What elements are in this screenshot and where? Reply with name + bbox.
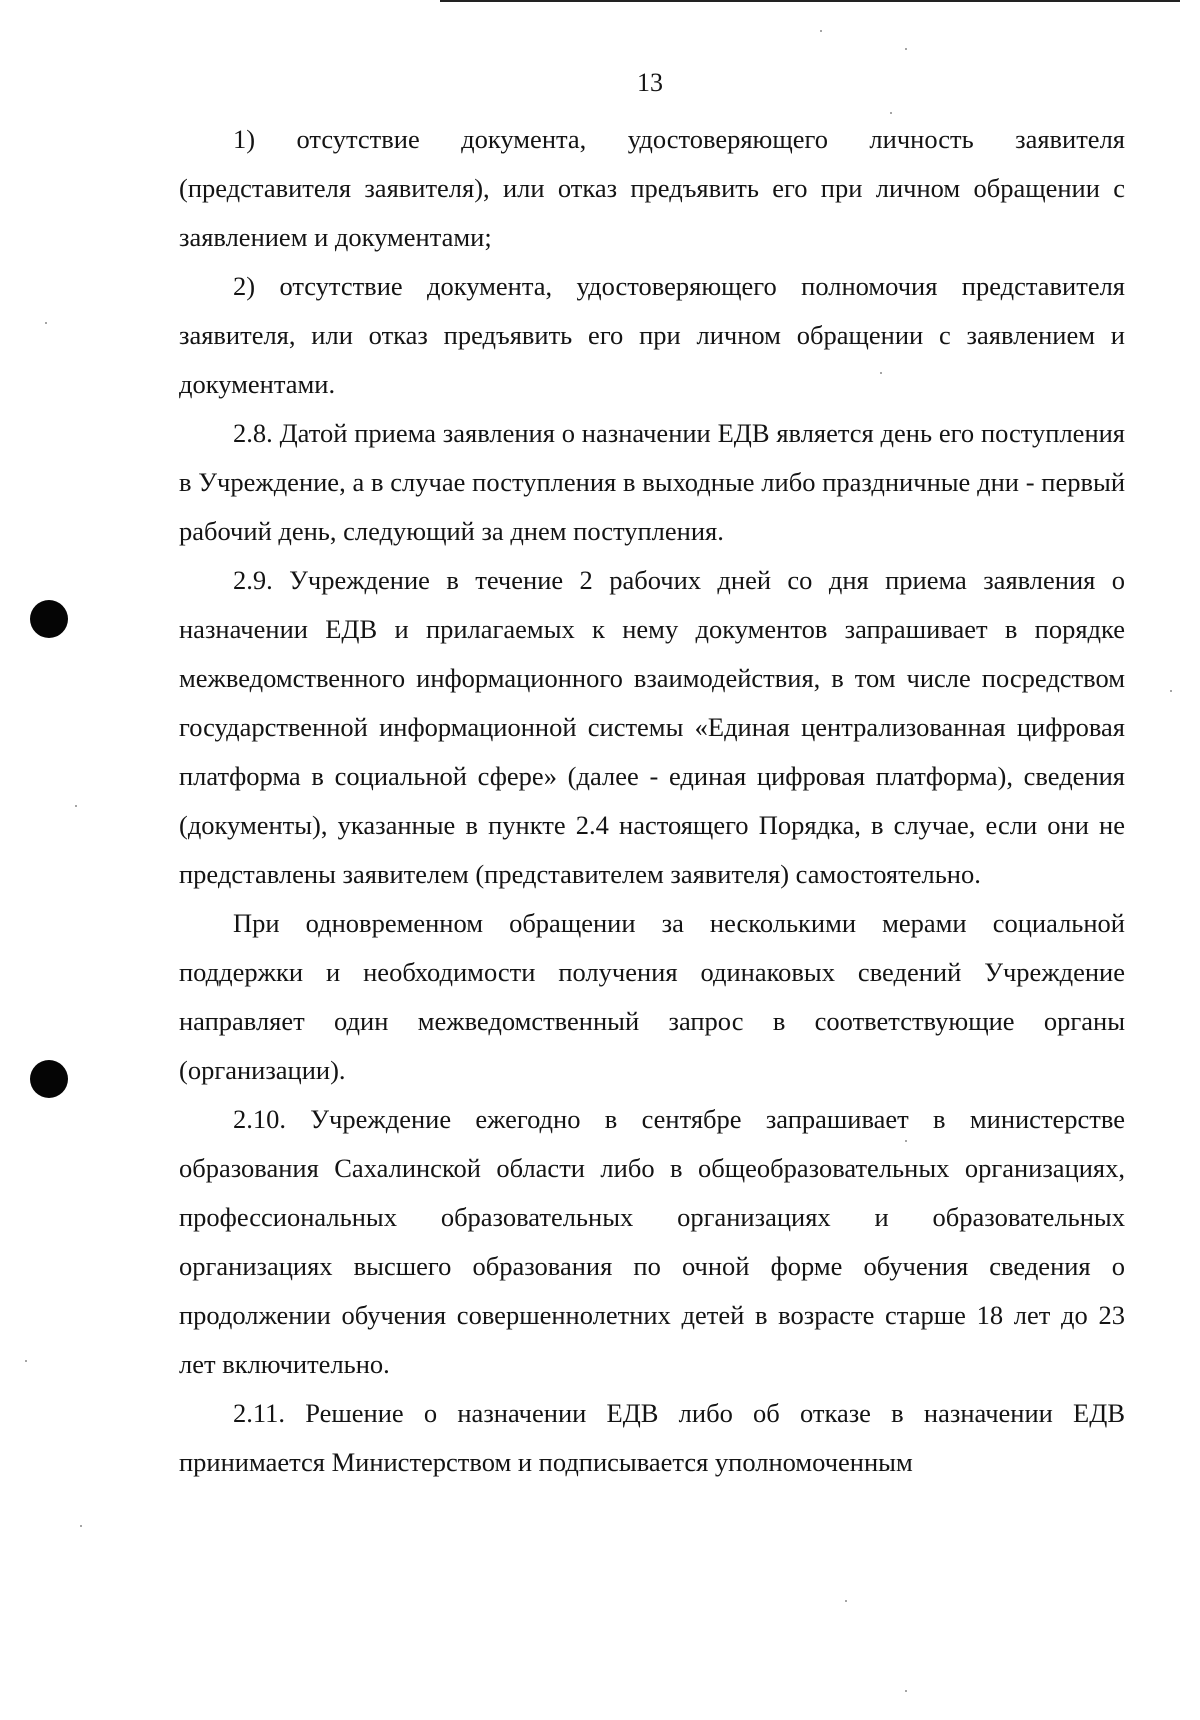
paragraph-simultaneous-request: При одновременном обращении за несколькими мерами социальной поддержки и необходимости получения одинаковых сведений Учреждение направляет один межведомственный запрос в соответствующие органы (организации). [179, 908, 1125, 1085]
scan-dust [25, 1360, 27, 1362]
punch-hole-mark [30, 600, 68, 638]
scan-dust [75, 805, 77, 807]
paragraph-item-2: 2) отсутствие документа, удостоверяющего полномочия представителя заявителя, или отказ предъявить его при личном обращении с заявлением и документами. [179, 271, 1125, 399]
scan-dust [45, 322, 47, 324]
paragraph-2-11: 2.11. Решение о назначении ЕДВ либо об отказе в назначении ЕДВ принимается Министерством и подписывается уполномоченным [179, 1398, 1125, 1477]
scan-dust [905, 48, 907, 50]
paragraph-2-10: 2.10. Учреждение ежегодно в сентябре запрашивает в министерстве образования Сахалинской области либо в общеобразовательных организациях, профессиональных образовательных организациях и образовательных организациях высшего образования по очной форме обучения сведения о продолжении обучения совершеннолетних детей в возрасте старше 18 лет до 23 лет включительно. [179, 1104, 1125, 1379]
scan-dust [890, 112, 892, 114]
paragraph-2-8: 2.8. Датой приема заявления о назначении ЕДВ является день его поступления в Учреждение, а в случае поступления в выходные либо праздничные дни - первый рабочий день, следующий за днем поступления. [179, 418, 1125, 546]
punch-hole-mark [30, 1060, 68, 1098]
scan-dust [905, 1140, 907, 1142]
scan-dust [845, 1600, 847, 1602]
scan-dust [820, 30, 822, 32]
document-body [179, 115, 1125, 1487]
page-number: 13 [637, 68, 663, 97]
scan-dust [80, 1525, 82, 1527]
scan-dust [1170, 690, 1172, 692]
scan-edge-line [440, 0, 1180, 2]
paragraph-2-9: 2.9. Учреждение в течение 2 рабочих дней со дня приема заявления о назначении ЕДВ и прилагаемых к нему документов запрашивает в порядке межведомственного информационного взаимодействия, в том числе посредством государственной информационной системы «Единая централизованная цифровая платформа в социальной сфере» (далее - единая цифровая платформа), сведения (документы), указанные в пункте 2.4 настоящего Порядка, в случае, если они не представлены заявителем (представителем заявителя) самостоятельно. [179, 565, 1125, 889]
paragraph-item-1: 1) отсутствие документа, удостоверяющего личность заявителя (представителя заявителя), или отказ предъявить его при личном обращении с заявлением и документами; [179, 124, 1125, 252]
scan-dust [880, 372, 882, 374]
scan-dust [905, 1690, 907, 1692]
